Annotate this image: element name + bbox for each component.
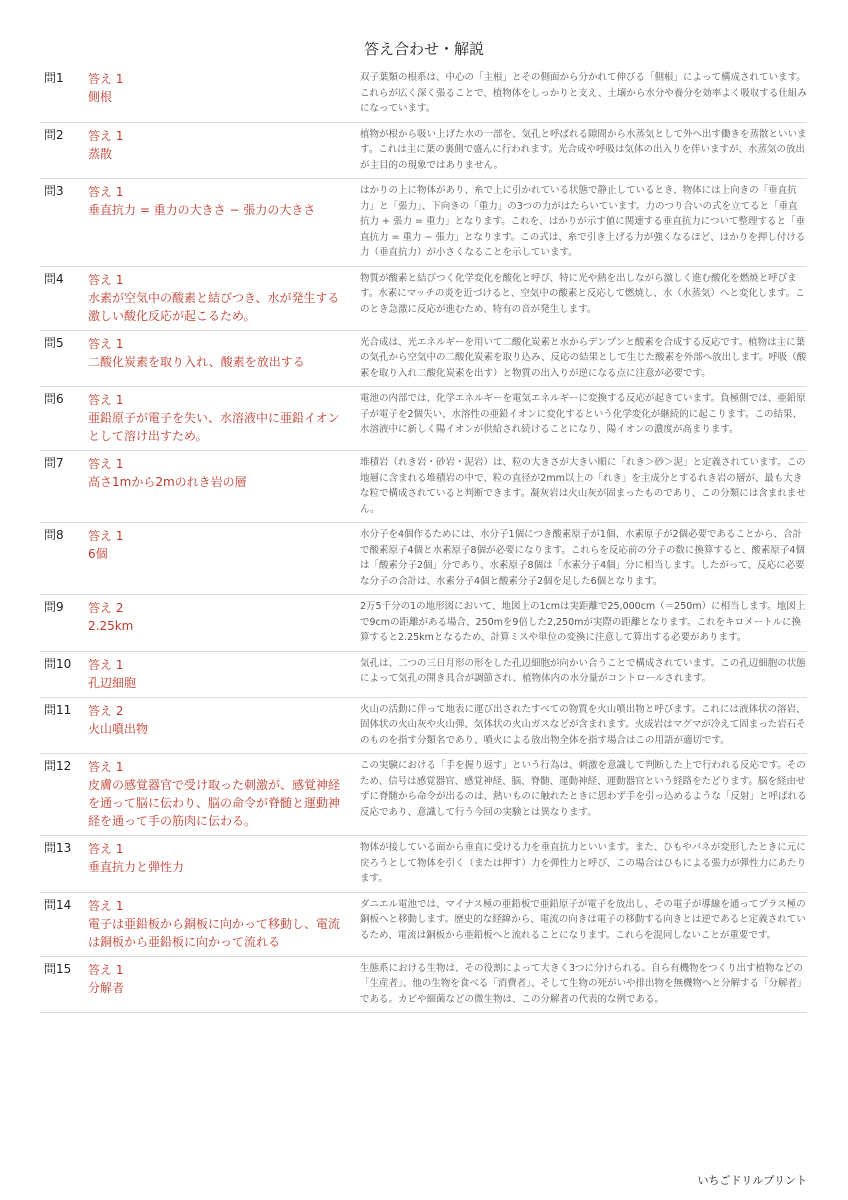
question-row bbox=[40, 836, 807, 893]
answer-label: 答え 1 bbox=[88, 898, 124, 913]
answer-text: 分解者 bbox=[88, 980, 125, 995]
answer-text: 高さ1mから2mのれき岩の層 bbox=[88, 475, 247, 489]
answer-cell bbox=[82, 599, 350, 646]
explanation-text: 光合成は、光エネルギーを用いて二酸化炭素と水からデンプンと酸素を合成する反応です。植物は主に葉の気孔から空気中の二酸化炭素を取り込み、反応の結果として生じた酸素を外部へ放出します。呼吸（酸素を取り入れ二酸化炭素を出す）と物質の出入りが逆になる点に注意が必要です。 bbox=[360, 336, 807, 379]
answer-cell bbox=[82, 758, 350, 830]
explanation-text: 水分子を4個作るためには、水分子1個につき酸素原子が1個、水素原子が2個必要であることから、合計で酸素原子4個と水素原子8個が必要になります。これらを反応前の分子の数に換算すると、酸素原子4個は「酸素分子2個」分であり、水素原子8個は「水素分子4個」分に相当します。したがって、反応に必要な分子の合計は、水素分子4個と酸素分子2個を足した6個となります。 bbox=[360, 529, 805, 587]
answer-cell bbox=[82, 455, 350, 517]
answer-label: 答え 1 bbox=[88, 336, 124, 351]
answer-label: 答え 1 bbox=[88, 529, 124, 543]
question-number: 問15 bbox=[44, 961, 72, 976]
answer-text: 垂直抗力と弾性力 bbox=[88, 860, 185, 874]
explanation-text: 電池の内部では、化学エネルギーを電気エネルギーに変換する反応が起きています。負極側では、亜鉛原子が電子を2個失い、水溶性の亜鉛イオンに変化するという化学変化が継続的に起こります。この結果、水溶液中に新しく陽イオンが供給され続けることになり、陽イオンの濃度が高まります。 bbox=[360, 393, 806, 435]
answer-cell bbox=[82, 127, 350, 174]
question-number: 問8 bbox=[44, 528, 64, 542]
question-row bbox=[40, 595, 807, 652]
explanation-text: はかりの上に物体があり、糸で上に引かれている状態で静止しているとき、物体には上向きの「垂直抗力」と「張力」、下向きの「重力」の3つの力がはたらいています。力のつり合いの式を立てると「垂直抗力 + 張力 = 重力」となります。これを、はかりが示す値に関連する垂直抗力について整理すると「垂直抗力 = 重力 − 張力」となります。この式は、糸で引き上げる力が強くなるほど、はかりを押し付ける力（垂直抗力）が小さくなることを示しています。 bbox=[360, 185, 806, 258]
question-row bbox=[40, 331, 807, 388]
answer-text: 皮膚の感覚器官で受け取った刺激が、感覚神経を通って脳に伝わり、脳の命令が脊髄と運動神経を通って手の筋肉に伝わる。 bbox=[88, 778, 341, 828]
question-number: 問14 bbox=[44, 897, 72, 912]
answer-label: 答え 1 bbox=[88, 842, 124, 856]
question-number: 問9 bbox=[44, 600, 64, 614]
question-row bbox=[40, 66, 807, 123]
explanation-text: 物質が酸素と結びつく化学変化を酸化と呼び、特に光や熱を出しながら激しく進む酸化を燃焼と呼びます。水素にマッチの炎を近づけると、空気中の酸素と反応して燃焼し、水（水蒸気）へと変化します。このとき急激に反応が進むため、特有の音が発生します。 bbox=[360, 272, 805, 315]
answer-text: 亜鉛原子が電子を失い、水溶液中に亜鉛イオンとして溶け出すため。 bbox=[88, 411, 340, 443]
question-row bbox=[40, 523, 807, 595]
explanation-text: 火山の活動に伴って地表に運び出されたすべての物質を火山噴出物と呼びます。これには液体状の溶岩、固体状の火山灰や火山弾、気体状の火山ガスなどが含まれます。火成岩はマグマが冷えて固まった岩石そのものを指す分類名であり、噴火による放出物全体を指す場合はこの用語が適切です。 bbox=[360, 703, 806, 746]
question-row bbox=[40, 957, 807, 1014]
answer-label: 答え 2 bbox=[88, 703, 124, 718]
question-number: 問2 bbox=[44, 127, 64, 142]
answer-cell bbox=[82, 897, 350, 951]
answer-label: 答え 1 bbox=[88, 128, 124, 143]
question-number: 問6 bbox=[44, 392, 64, 406]
explanation-text: 堆積岩（れき岩・砂岩・泥岩）は、粒の大きさが大きい順に「れき＞砂＞泥」と定義されています。この地層に含まれる堆積岩の中で、粒の直径が2mm以上の「れき」を主成分とするれき岩の層が、最も大きな粒で構成されていると判断できます。凝灰岩は火山灰が固まったものであり、この分類には含まれません。 bbox=[360, 457, 806, 515]
answer-label: 答え 1 bbox=[88, 72, 124, 86]
question-number: 問10 bbox=[44, 656, 72, 671]
question-row bbox=[40, 893, 807, 957]
answer-label: 答え 1 bbox=[88, 760, 124, 774]
answer-cell bbox=[82, 527, 350, 589]
question-number: 問12 bbox=[44, 759, 72, 773]
answer-label: 答え 1 bbox=[88, 393, 124, 407]
page-title: 答え合わせ・解説 bbox=[363, 40, 484, 58]
answer-cell bbox=[82, 702, 350, 749]
answer-cell bbox=[82, 183, 350, 261]
question-row bbox=[40, 179, 807, 267]
question-row bbox=[40, 698, 807, 755]
question-row bbox=[40, 387, 807, 451]
question-number: 問5 bbox=[44, 335, 64, 350]
explanation-text: 植物が根から吸い上げた水の一部を、気孔と呼ばれる隙間から水蒸気として外へ出す働きを蒸散といいます。これは主に葉の裏側で盛んに行われます。光合成や呼吸は気体の出入りを伴いますが、水蒸気の放出が主目的の現象ではありません。 bbox=[360, 128, 807, 171]
answer-text: 水素が空気中の酸素と結びつき、水が発生する激しい酸化反応が起こるため。 bbox=[88, 290, 340, 323]
answer-cell bbox=[82, 840, 350, 887]
question-row bbox=[40, 123, 807, 180]
explanation-text: 気孔は、二つの三日月形の形をした孔辺細胞が向かい合うことで構成されています。この孔辺細胞の状態によって気孔の開き具合が調節され、植物体内の水分量がコントロールされます。 bbox=[360, 657, 806, 684]
answer-text: 電子は亜鉛板から銅板に向かって移動し、電流は銅板から亜鉛板に向かって流れる bbox=[88, 916, 341, 949]
question-number: 問7 bbox=[44, 456, 64, 470]
answer-text: 蒸散 bbox=[88, 146, 113, 161]
explanation-text: 双子葉類の根系は、中心の「主根」とその側面から分かれて伸びる「側根」によって構成されています。これらが広く深く張ることで、植物体をしっかりと支え、土壌から水分や養分を効率よく吸収する仕組みになっています。 bbox=[360, 72, 807, 114]
explanation-text: ダニエル電池では、マイナス極の亜鉛板で亜鉛原子が電子を放出し、その電子が導線を通ってプラス極の銅板へと移動します。歴史的な経緯から、電流の向きは電子の移動する向きとは逆であると定義されているため、電流は銅板から亜鉛板へと流れることになります。これらを混同しないことが重要です。 bbox=[360, 898, 806, 941]
answer-text: 二酸化炭素を取り入れ、酸素を放出する bbox=[88, 354, 305, 369]
answer-table bbox=[40, 66, 807, 1013]
question-number: 問1 bbox=[44, 71, 64, 85]
answer-text: 6個 bbox=[88, 547, 108, 561]
answer-label: 答え 1 bbox=[88, 962, 124, 977]
answer-text: 垂直抗力 = 重力の大きさ − 張力の大きさ bbox=[88, 203, 316, 217]
question-row bbox=[40, 451, 807, 523]
answer-label: 答え 1 bbox=[88, 272, 124, 287]
answer-label: 答え 1 bbox=[88, 185, 124, 199]
explanation-text: この実験における「手を握り返す」という行為は、刺激を意識して判断した上で行われる反応です。そのため、信号は感覚器官、感覚神経、脳、脊髄、運動神経、運動器官という経路をたどります。脳を経由せずに脊髄から命令が出るのは、熱いものに触れたときに思わず手を引っ込めるような「反射」と呼ばれる反応であり、意識して行う今回の実験とは異なります。 bbox=[360, 760, 807, 818]
question-row bbox=[40, 652, 807, 698]
answer-text: 孔辺細胞 bbox=[88, 675, 137, 690]
answer-text: 2.25km bbox=[88, 619, 134, 633]
answer-cell bbox=[82, 961, 350, 1008]
explanation-text: 物体が接している面から垂直に受ける力を垂直抗力といいます。また、ひもやバネが変形したときに元に戻ろうとして物体を引く（または押す）力を弾性力と呼び、この場合はひもによる張力が弾性力にあたります。 bbox=[360, 842, 807, 884]
footer-brand: いちごドリルプリント bbox=[697, 1174, 807, 1187]
answer-cell bbox=[82, 335, 350, 382]
answer-label: 答え 1 bbox=[88, 457, 124, 471]
question-row bbox=[40, 754, 807, 836]
answer-label: 答え 2 bbox=[88, 601, 124, 615]
answer-cell bbox=[82, 656, 350, 692]
answer-cell bbox=[82, 391, 350, 445]
answer-text: 火山噴出物 bbox=[88, 721, 149, 736]
answer-cell bbox=[82, 70, 350, 117]
explanation-text: 2万5千分の1の地形図において、地図上の1cmは実距離で25,000cm（＝250m）に相当します。地図上で9cmの距離がある場合、250mを9倍した2,250mが実際の距離となります。これをキロメートルに換算すると2.25kmとなるため、計算ミスや単位の変換に注意して算出する必要があります。 bbox=[360, 601, 806, 643]
answer-cell bbox=[82, 271, 350, 325]
question-row bbox=[40, 267, 807, 331]
answer-text: 側根 bbox=[88, 90, 113, 104]
question-number: 問3 bbox=[44, 184, 64, 198]
question-number: 問13 bbox=[44, 841, 72, 855]
answer-label: 答え 1 bbox=[88, 657, 124, 672]
explanation-text: 生態系における生物は、その役割によって大きく3つに分けられる。自ら有機物をつくり出す植物などの「生産者」、他の生物を食べる「消費者」、そして生物の死がいや排出物を無機物へと分解する「分解者」である。カビや細菌などの微生物は、この分解者の代表的な例である。 bbox=[360, 962, 807, 1005]
question-number: 問11 bbox=[44, 702, 72, 717]
question-number: 問4 bbox=[44, 271, 64, 286]
